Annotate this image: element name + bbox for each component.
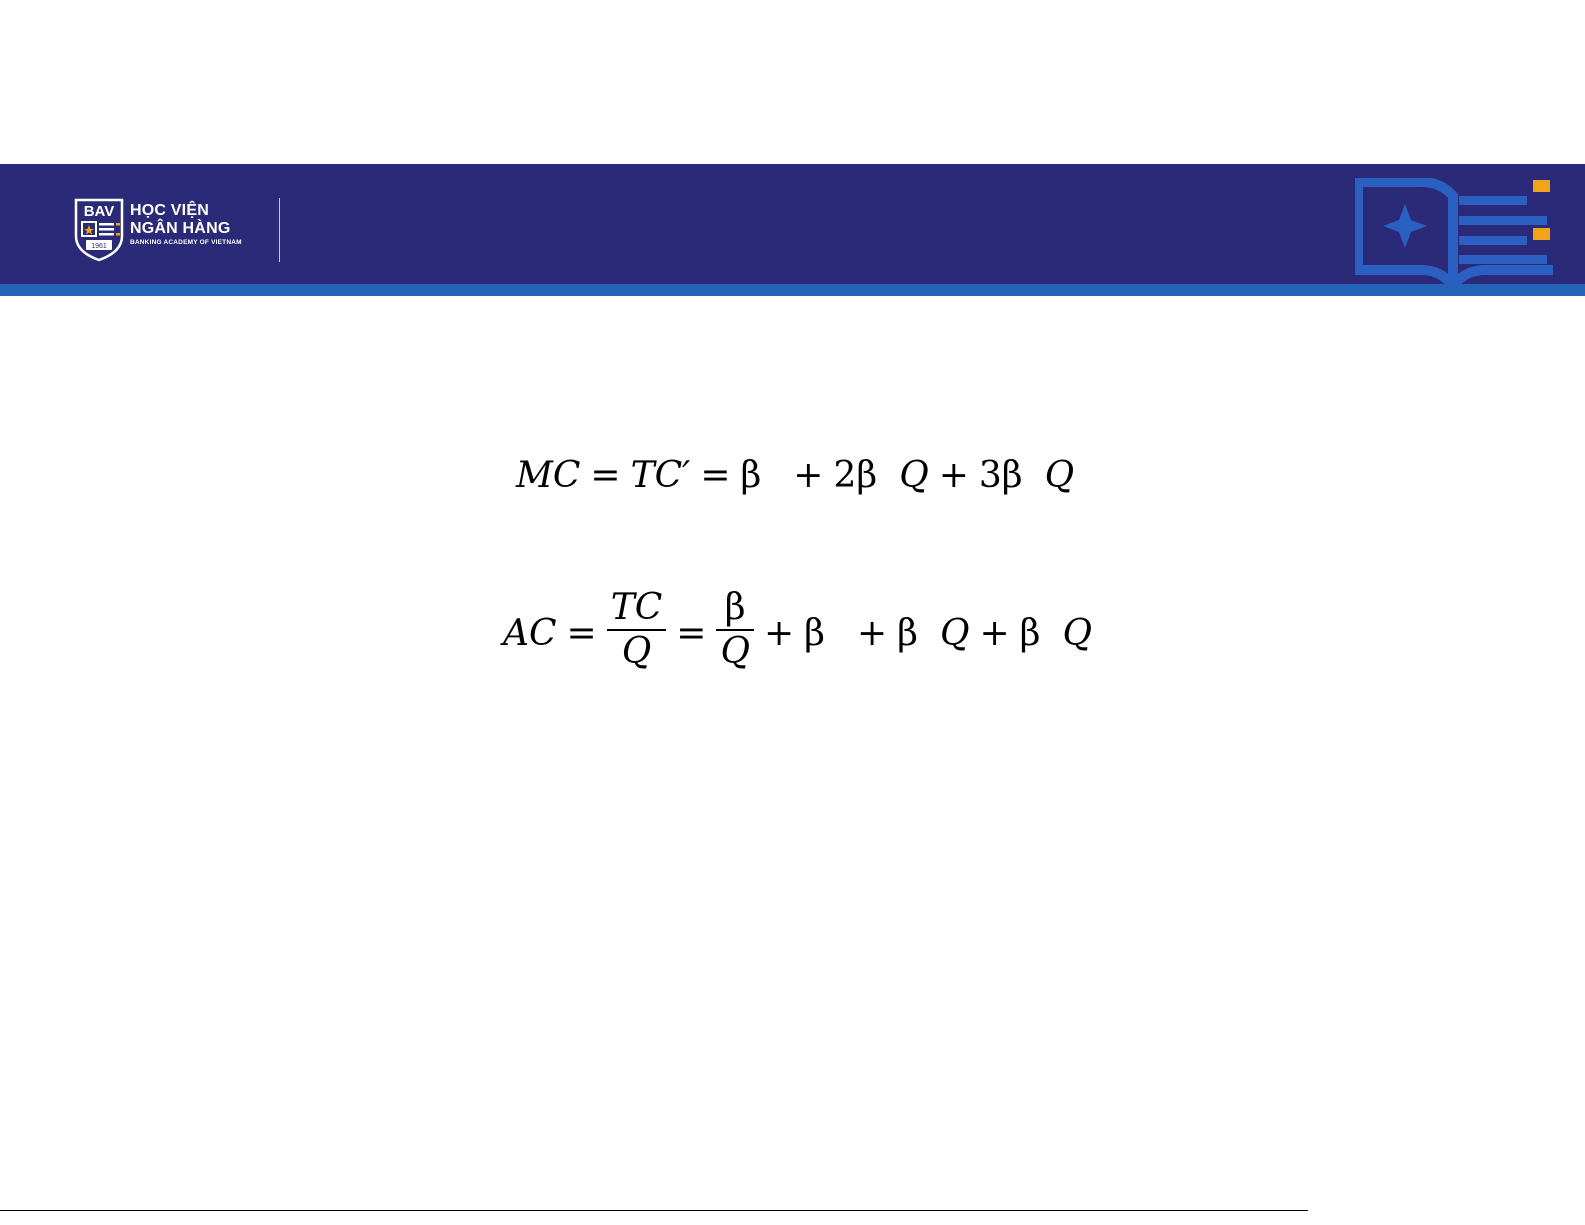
plus-sign: + (763, 612, 795, 654)
plus-sign: + (793, 455, 824, 496)
mc-formula (516, 455, 1074, 496)
equals-sign: = (590, 455, 621, 496)
logo-year: 1961 (91, 243, 107, 250)
q-variable: Q (939, 612, 970, 654)
shield-logo-icon (72, 196, 126, 262)
ac-lhs: AC (503, 612, 557, 654)
equals-sign: = (566, 612, 597, 654)
fraction-numerator: TC (607, 587, 667, 631)
mc-term-2: 2β (833, 455, 878, 496)
ac-term-1: β (804, 612, 825, 654)
equals-sign: = (700, 455, 731, 496)
institution-logo (72, 196, 252, 264)
plus-sign: + (979, 612, 1010, 654)
ac-term-3: β (1019, 612, 1041, 654)
open-book-star-icon (1355, 178, 1553, 286)
q-variable: Q (1062, 612, 1092, 654)
fraction-numerator: β (716, 587, 754, 631)
equals-sign: = (676, 612, 707, 654)
fraction-beta-over-q (716, 587, 754, 673)
tc-prime: TC′ (630, 455, 691, 496)
mc-lhs: MC (516, 455, 581, 496)
logo-line-3: BANKING ACADEMY OF VIETNAM (130, 239, 242, 246)
fraction-denominator: Q (720, 631, 750, 672)
mc-term-1: β (740, 455, 762, 496)
fraction-tc-over-q (607, 587, 667, 673)
ac-term-2: β (897, 612, 918, 654)
plus-sign: + (856, 612, 888, 654)
plus-sign: + (938, 455, 969, 496)
fraction-denominator: Q (621, 631, 652, 672)
footer-divider (0, 1210, 1308, 1211)
q-variable: Q (899, 455, 929, 496)
header-accent-strip (0, 284, 1585, 296)
mc-term-3: 3β (978, 455, 1023, 496)
logo-line-2: NGÂN HÀNG (130, 220, 231, 237)
q-variable: Q (1044, 455, 1075, 496)
svg-text:BAV: BAV (83, 203, 115, 220)
logo-line-1: HỌC VIỆN (130, 202, 209, 219)
logo-divider (279, 198, 280, 262)
logo-text (130, 202, 242, 248)
ac-formula (503, 585, 1092, 681)
